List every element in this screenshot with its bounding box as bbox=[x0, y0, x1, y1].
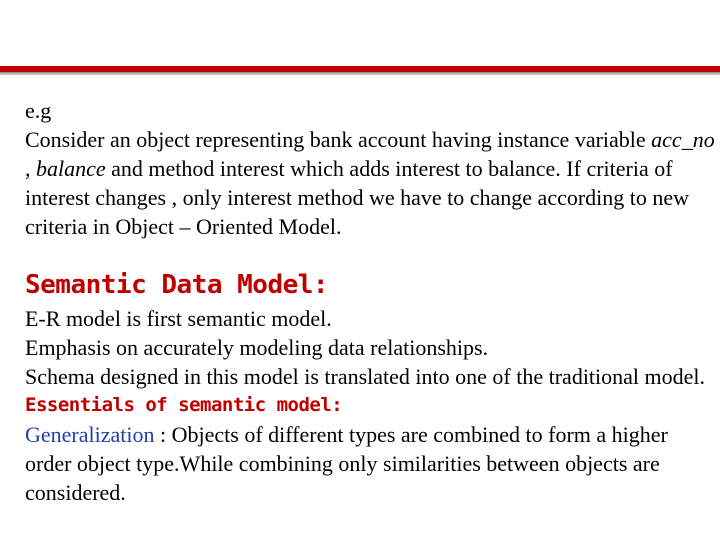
generalization-text: : Objects of different types are combined to form a higher order object type.While combining only similarities between objects are considered. bbox=[25, 422, 668, 505]
balance-term: balance bbox=[36, 156, 106, 181]
semantic-block bbox=[25, 304, 715, 507]
intro-block bbox=[25, 96, 715, 241]
essentials-heading: Essentials of semantic model: bbox=[25, 394, 343, 416]
intro-text-2: and method interest which adds interest to balance. If criteria of interest changes , only interest method we have to change according to new criteria in Object – Oriented Model. bbox=[25, 156, 690, 239]
generalization-paragraph bbox=[25, 422, 668, 505]
semantic-line-1: E-R model is first semantic model. bbox=[25, 306, 332, 331]
semantic-line-2: Emphasis on accurately modeling data relationships. bbox=[25, 335, 489, 360]
intro-text-1: Consider an object representing bank account having instance variable bbox=[25, 127, 652, 152]
generalization-term: Generalization bbox=[25, 422, 155, 447]
intro-paragraph bbox=[25, 127, 715, 239]
example-label: e.g bbox=[25, 98, 52, 123]
acc-no-term: acc_no bbox=[651, 127, 715, 152]
header-rule-shadow bbox=[0, 72, 720, 75]
semantic-model-heading: Semantic Data Model: bbox=[25, 270, 329, 300]
semantic-line-3: Schema designed in this model is translated into one of the traditional model. bbox=[25, 364, 706, 389]
intro-comma: , bbox=[25, 156, 36, 181]
